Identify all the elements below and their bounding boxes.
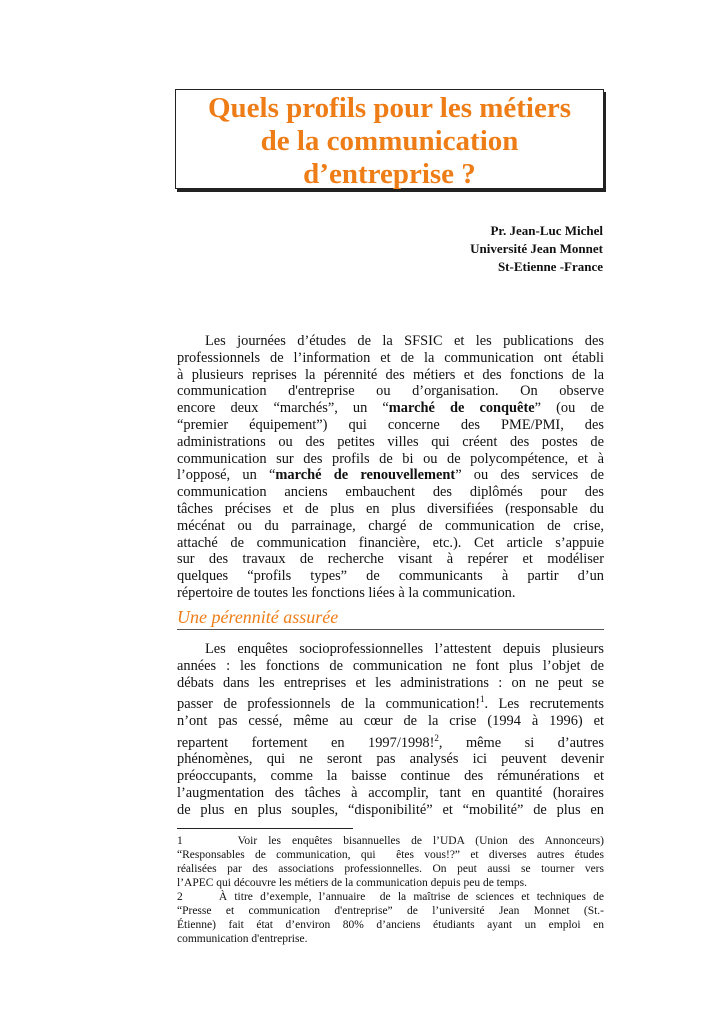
section-paragraph	[177, 641, 604, 819]
intro-line: mécénat ou du parrainage, chargé de communication de crise,	[177, 517, 604, 534]
author-university: Université Jean Monnet	[470, 241, 603, 256]
intro-line: professionnels de l’information et de la communication ont établi	[177, 349, 604, 366]
intro-line: sur des travaux de recherche visant à repérer et modéliser	[177, 551, 604, 568]
footnote-line: l’APEC qui découvre les métiers de la communication depuis peu de temps.	[177, 877, 528, 889]
section-text: passer de professionnels de la communication!	[177, 696, 480, 713]
section-line: l’augmentation des tâches à accomplir, tant en quantité (horaires	[177, 784, 604, 801]
footnote-line: 2 À titre d’exemple, l’annuaire de la maîtrise de sciences et techniques de	[177, 891, 604, 903]
intro-line: quelques “profils types” de communicants à partir d’un	[177, 568, 604, 585]
section-text: . Les recrutements	[484, 696, 605, 713]
intro-line: tâches précises et de plus en plus diversifiées (responsable du	[177, 500, 604, 517]
footnote-line: communication d'entreprise.	[177, 933, 308, 945]
section-line: n’ont pas cessé, même au cœur de la crise (1994 à 1996) et	[177, 712, 604, 729]
bold-term: marché de conquête	[388, 400, 535, 417]
section-heading: Une pérennité assurée	[177, 606, 604, 630]
footnote-line: “Presse et communication d'entreprise” de l’université Jean Monnet (St.-	[177, 905, 604, 917]
intro-line: “premier équipement”) qui concerne des PME/PMI, des	[177, 416, 604, 433]
section-line: années : les fonctions de communication ne font plus l’objet de	[177, 657, 604, 674]
section-text: , même si d’autres	[438, 734, 604, 751]
section-line: phénomènes, qui ne seront pas analysés ici peuvent devenir	[177, 751, 604, 768]
footnote-ref-1[interactable]: 1	[480, 694, 485, 705]
section-text: repartent fortement en 1997/1998!	[177, 734, 435, 751]
section-line: de plus en plus souples, “disponibilité” et “mobilité” de plus en	[177, 801, 604, 818]
intro-line: communication d'entreprise ou d’organisation. On observe	[177, 383, 604, 400]
intro-line: à plusieurs reprises la pérennité des métiers et des fonctions de la	[177, 366, 604, 383]
bold-term: marché de renouvellement	[275, 467, 456, 484]
intro-line: Les journées d’études de la SFSIC et les publications des	[205, 333, 604, 349]
section-line: débats dans les entreprises et les administrations : on ne peut se	[177, 674, 604, 691]
section-line: préoccupants, comme la baisse continue des rémunérations et	[177, 768, 604, 785]
intro-line: administrations ou des petites villes qui créent des postes de	[177, 433, 604, 450]
title-box	[175, 89, 604, 189]
footnote-line: “Responsables de communication, qui êtes vous!?” et diverses autres études	[177, 849, 604, 861]
intro-text: ” (ou de	[534, 400, 604, 417]
footnote-line: 1 Voir les enquêtes bisannuelles de l’UDA (Union des Annonceurs)	[177, 835, 604, 847]
intro-line: communication anciens embauchent des diplômés pour des	[177, 484, 604, 501]
intro-line: communication sur des profils de bi ou de polycompétence, et à	[177, 450, 604, 467]
intro-paragraph	[177, 333, 604, 602]
title-line-1: Quels profils pour les métiers	[207, 92, 572, 124]
footnote-line: Étienne) fait état d’environ 80% d’anciens étudiants ayant un emploi en	[177, 919, 604, 931]
intro-text: l’opposé, un “	[177, 467, 276, 484]
title-line-3: d’entreprise ?	[303, 158, 476, 190]
footnote-ref-2[interactable]: 2	[434, 732, 439, 743]
intro-line: attaché de communication financière, etc.). Cet article s’appuie	[177, 534, 604, 551]
author-block	[470, 222, 603, 276]
section-line	[177, 691, 604, 713]
footnotes	[177, 834, 604, 946]
intro-line	[177, 467, 604, 484]
intro-line: répertoire de toutes les fonctions liées à la communication.	[177, 584, 516, 601]
footnote-divider	[177, 828, 353, 829]
intro-text: ” ou des services de	[455, 467, 604, 484]
author-name: Pr. Jean-Luc Michel	[490, 223, 603, 238]
intro-text: encore deux “marchés”, un “	[177, 400, 389, 417]
section-line: Les enquêtes socioprofessionnelles l’attestent depuis plusieurs	[205, 641, 604, 657]
section-line	[177, 730, 604, 752]
author-place: St-Etienne -France	[497, 259, 603, 274]
intro-line	[177, 400, 604, 417]
footnote-line: réalisées par des associations professionnelles. On peut aussi se tourner vers	[177, 863, 604, 875]
title-line-2: de la communication	[260, 125, 519, 157]
